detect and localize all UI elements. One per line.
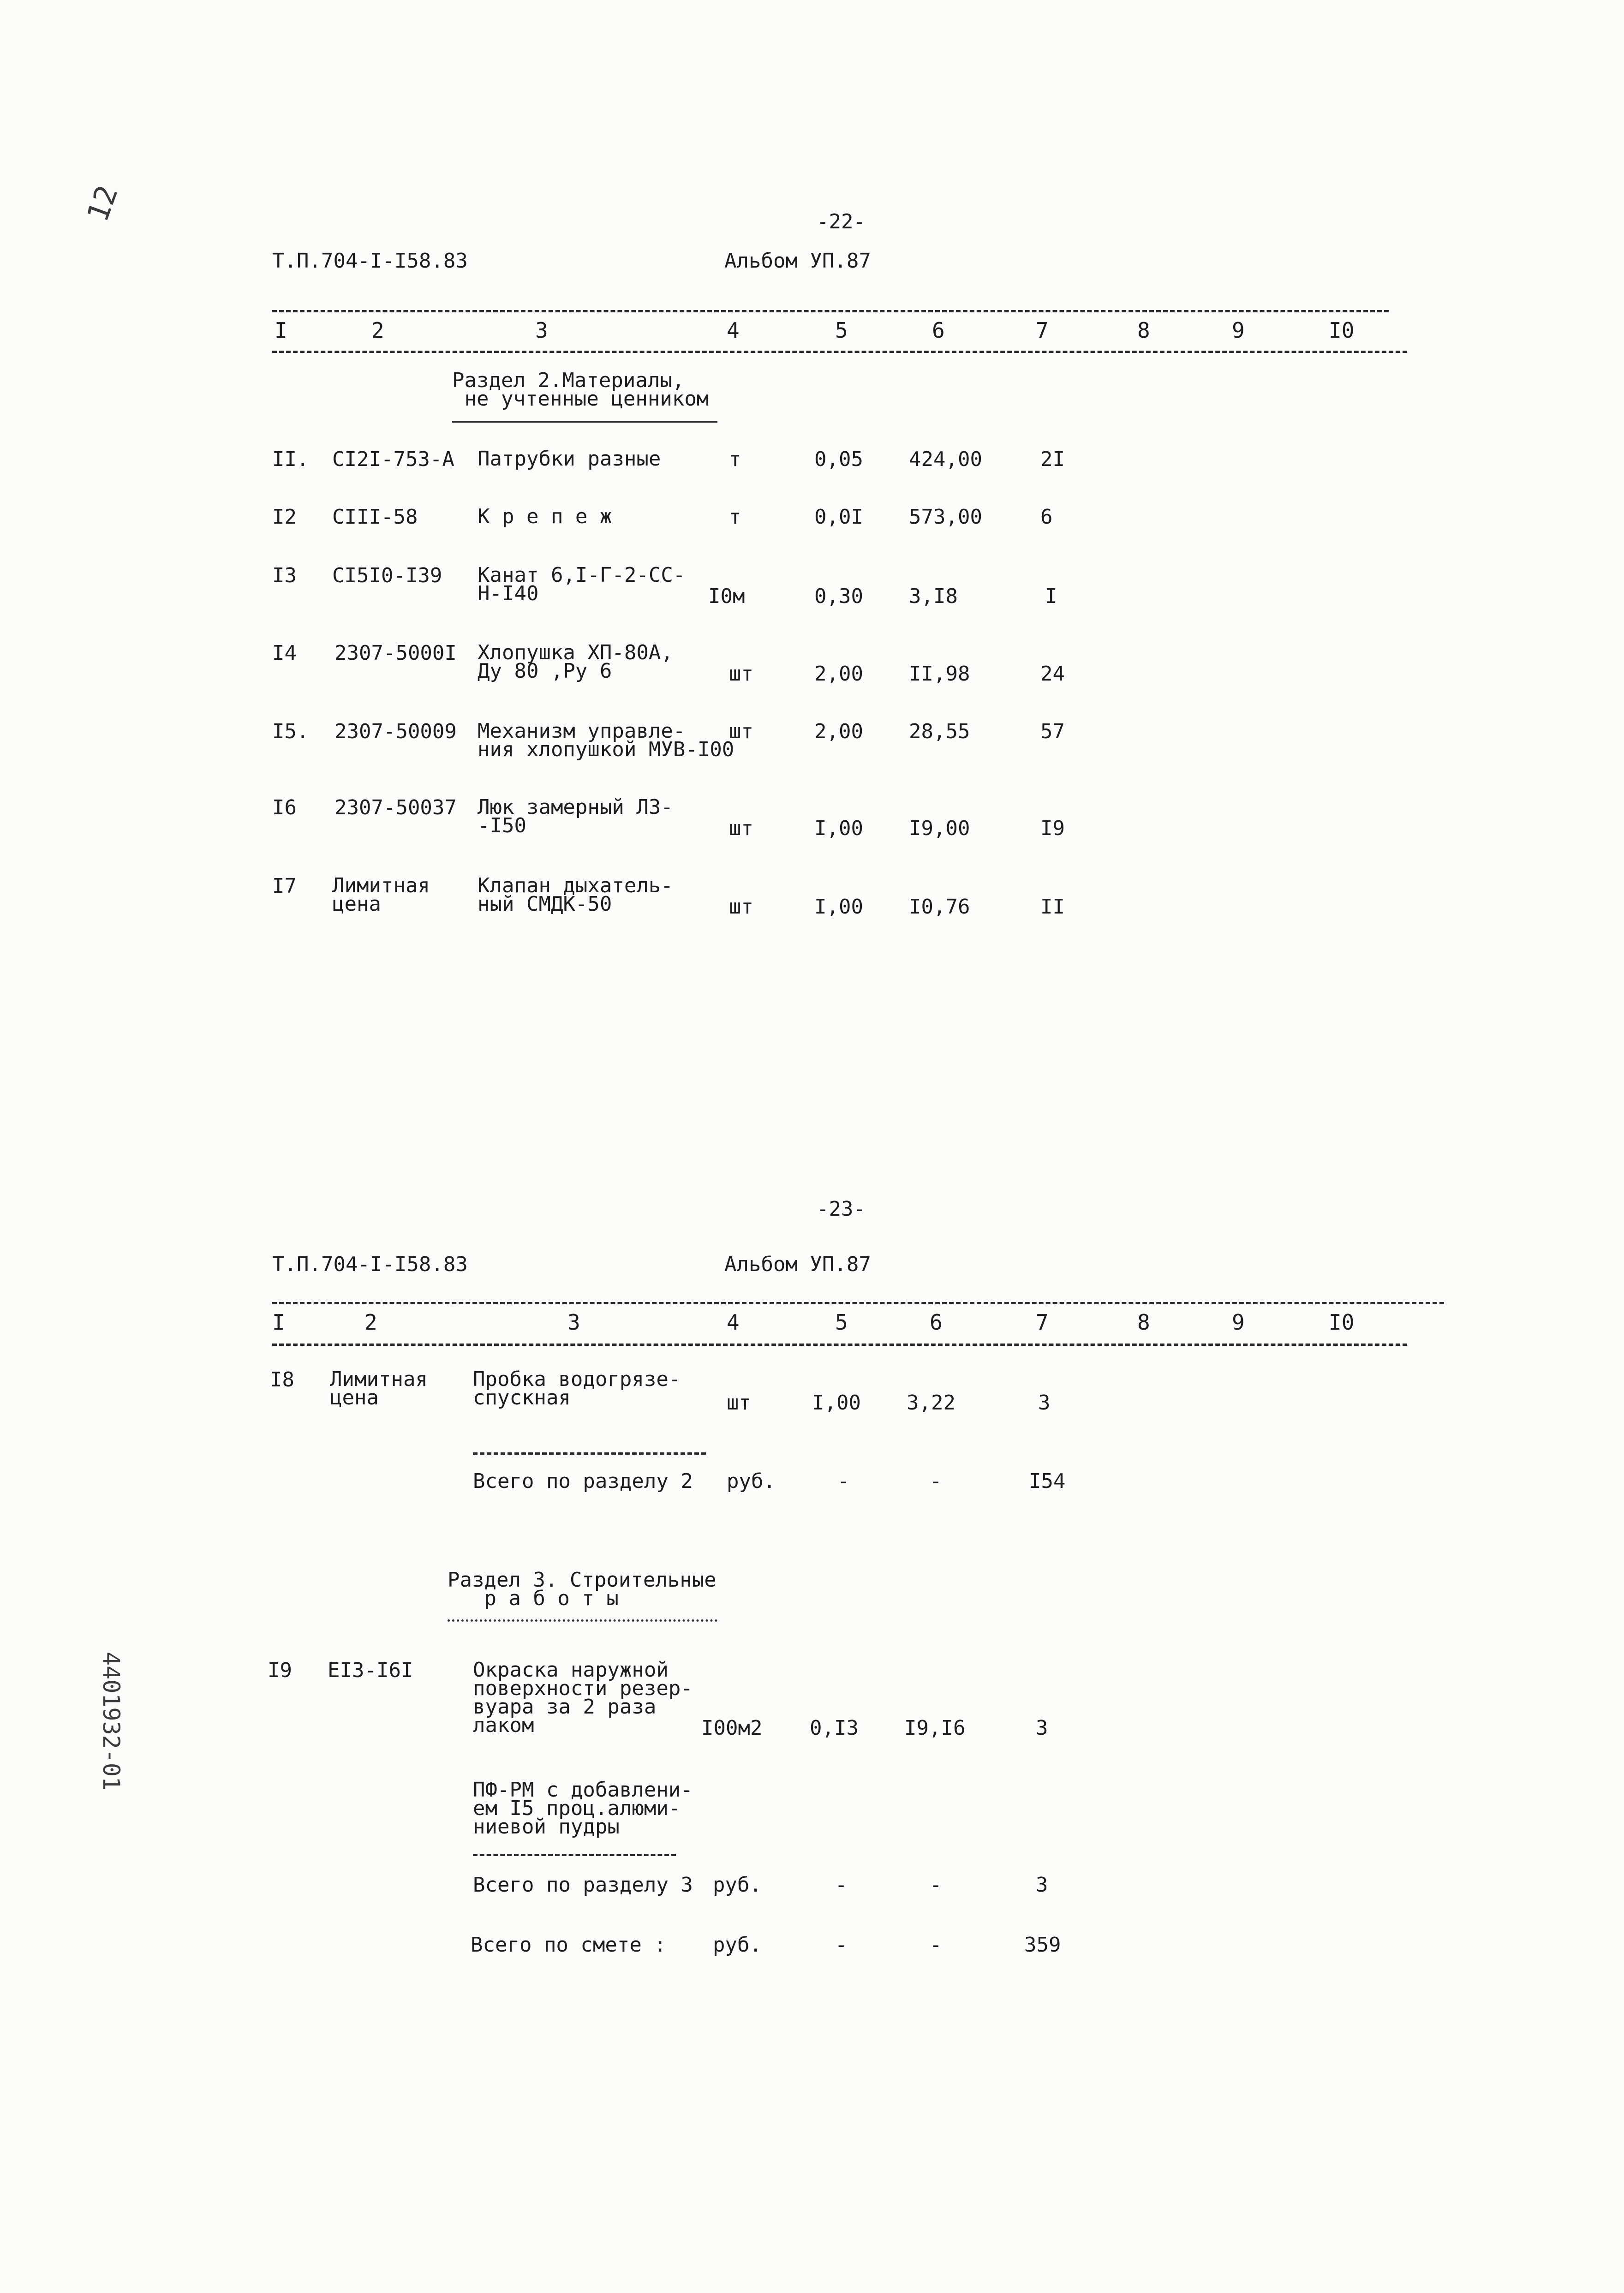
col-header-7: 7 (1036, 318, 1049, 343)
row-code: 2307-50037 (334, 796, 457, 819)
row-qty: 0,0I (814, 505, 863, 529)
row-price: II,98 (909, 662, 970, 686)
row-qty: 0,05 (814, 448, 863, 471)
row-code: CI5I0-I39 (332, 564, 442, 587)
col-header-1: I (275, 318, 287, 343)
row-number: I3 (272, 564, 297, 587)
col-header-8: 8 (1137, 1310, 1150, 1335)
row-price: I0,76 (909, 895, 970, 919)
row-unit: шт (729, 895, 753, 919)
row-code: EI3-I6I (328, 1659, 413, 1682)
row-qty: 0,I3 (810, 1716, 859, 1740)
row-unit: шт (729, 817, 753, 840)
col-header-3: 3 (535, 318, 548, 343)
col-header-3: 3 (567, 1310, 580, 1335)
row-total: I9 (1040, 817, 1065, 840)
subtotal-label: Всего по разделу 3 (473, 1873, 693, 1897)
grand-total-value: 359 (1024, 1933, 1061, 1957)
table-header-rule-bottom (272, 1344, 1407, 1346)
col-header-8: 8 (1137, 318, 1150, 343)
row-name: Люк замерный ЛЗ- -I50 (478, 795, 673, 837)
page-number: -23- (817, 1197, 866, 1221)
row-name: Механизм управле- ния хлопушкой МУВ-I00 (478, 719, 734, 761)
row-name: Хлопушка ХП-80А, Ду 80 ,Ру 6 (478, 641, 673, 683)
row-number: I4 (272, 641, 297, 665)
col-header-2: 2 (364, 1310, 377, 1335)
row-number: I7 (272, 874, 297, 898)
table-header-rule-bottom (272, 351, 1407, 353)
row-name: Канат 6,I-Г-2-СС- Н-I40 (478, 563, 686, 605)
row-code: 2307-5000I (334, 641, 457, 665)
section-3-title: Раздел 3. Строительные р а б о т ы (448, 1568, 716, 1610)
row-price: I9,I6 (904, 1716, 966, 1740)
row-total: 2I (1040, 448, 1065, 471)
subtotal-label: Всего по разделу 2 (473, 1469, 693, 1493)
row-total: 24 (1040, 662, 1065, 686)
row-total: 3 (1036, 1716, 1048, 1740)
row-number: I8 (270, 1368, 294, 1391)
subtotal-total: 3 (1036, 1873, 1048, 1897)
row-19-note: ПФ-РМ с добавлени- ем I5 проц.алюми- ниевой пудры (473, 1778, 693, 1839)
section-2-underline (452, 421, 717, 423)
subtotal-unit: руб. (713, 1873, 762, 1897)
subtotal-rule (473, 1452, 706, 1455)
col-header-6: 6 (930, 1310, 943, 1335)
row-number: I2 (272, 505, 297, 529)
row-total: 6 (1040, 505, 1053, 529)
row-total: 3 (1038, 1391, 1051, 1415)
album-label: Альбом УП.87 (724, 249, 871, 273)
row-unit: т (729, 505, 741, 529)
row-code: CIII-58 (332, 505, 418, 529)
row-unit: шт (727, 1391, 751, 1415)
row-unit: шт (729, 662, 753, 686)
subtotal-price: - (930, 1873, 942, 1897)
margin-note-vertical: 4401932-01 (98, 1652, 125, 1791)
row-name: К р е п е ж (478, 505, 612, 528)
grand-total-label: Всего по смете : (471, 1933, 666, 1957)
grand-total-unit: руб. (713, 1933, 762, 1957)
col-header-10: I0 (1329, 1310, 1355, 1335)
grand-total-price: - (930, 1933, 942, 1957)
document-code: Т.П.704-I-I58.83 (272, 249, 468, 273)
margin-note-top-left: 12 (81, 181, 125, 227)
row-price: 3,I8 (909, 585, 958, 608)
col-header-2: 2 (371, 318, 384, 343)
col-header-5: 5 (835, 318, 848, 343)
col-header-4: 4 (727, 1310, 740, 1335)
row-qty: I,00 (812, 1391, 861, 1415)
row-code: Лимитная цена (330, 1367, 428, 1409)
col-header-9: 9 (1232, 318, 1245, 343)
col-header-5: 5 (835, 1310, 848, 1335)
row-name: Патрубки разные (478, 447, 661, 471)
row-qty: I,00 (814, 895, 863, 919)
col-header-1: I (272, 1310, 285, 1335)
row-code: CI2I-753-A (332, 448, 454, 471)
row-price: 28,55 (909, 720, 970, 743)
row-name: Окраска наружной поверхности резер- вуара за 2 раза лаком (473, 1658, 693, 1737)
grand-total-qty: - (835, 1933, 848, 1957)
row-price: 573,00 (909, 505, 982, 529)
row-code: 2307-50009 (334, 720, 457, 743)
row-number: I9 (268, 1659, 292, 1682)
col-header-7: 7 (1036, 1310, 1049, 1335)
subtotal-qty: - (835, 1873, 848, 1897)
row-total: I (1045, 585, 1057, 608)
row-qty: 2,00 (814, 720, 863, 743)
row-unit: I0м (708, 585, 745, 608)
row-unit: I00м2 (701, 1716, 763, 1740)
row-number: II. (272, 448, 309, 471)
row-qty: I,00 (814, 817, 863, 840)
row-number: I5. (272, 720, 309, 743)
row-price: I9,00 (909, 817, 970, 840)
row-name: Пробка водогрязе- спускная (473, 1367, 681, 1409)
row-total: 57 (1040, 720, 1065, 743)
subtotal-price: - (930, 1469, 942, 1493)
col-header-6: 6 (932, 318, 945, 343)
album-label: Альбом УП.87 (724, 1253, 871, 1276)
section-3-underline (448, 1619, 717, 1622)
row-qty: 0,30 (814, 585, 863, 608)
row-unit: т (729, 448, 741, 471)
subtotal-unit: руб. (727, 1469, 776, 1493)
subtotal-total: I54 (1029, 1469, 1066, 1493)
row-qty: 2,00 (814, 662, 863, 686)
subtotal-qty: - (837, 1469, 850, 1493)
row-total: II (1040, 895, 1065, 919)
row-price: 3,22 (907, 1391, 955, 1415)
table-header-rule-top (272, 1302, 1444, 1304)
col-header-9: 9 (1232, 1310, 1245, 1335)
section-2-title: Раздел 2.Материалы, не учтенные ценником (452, 369, 709, 411)
row-number: I6 (272, 796, 297, 819)
subtotal-rule (473, 1854, 676, 1856)
page-number: -22- (817, 210, 866, 233)
row-name: Клапан дыхатель- ный СМДК-50 (478, 874, 673, 916)
document-code: Т.П.704-I-I58.83 (272, 1253, 468, 1276)
row-unit: шт (729, 720, 753, 743)
col-header-4: 4 (727, 318, 740, 343)
table-header-rule-top (272, 310, 1389, 312)
row-code: Лимитная цена (332, 874, 430, 916)
col-header-10: I0 (1329, 318, 1355, 343)
row-price: 424,00 (909, 448, 982, 471)
